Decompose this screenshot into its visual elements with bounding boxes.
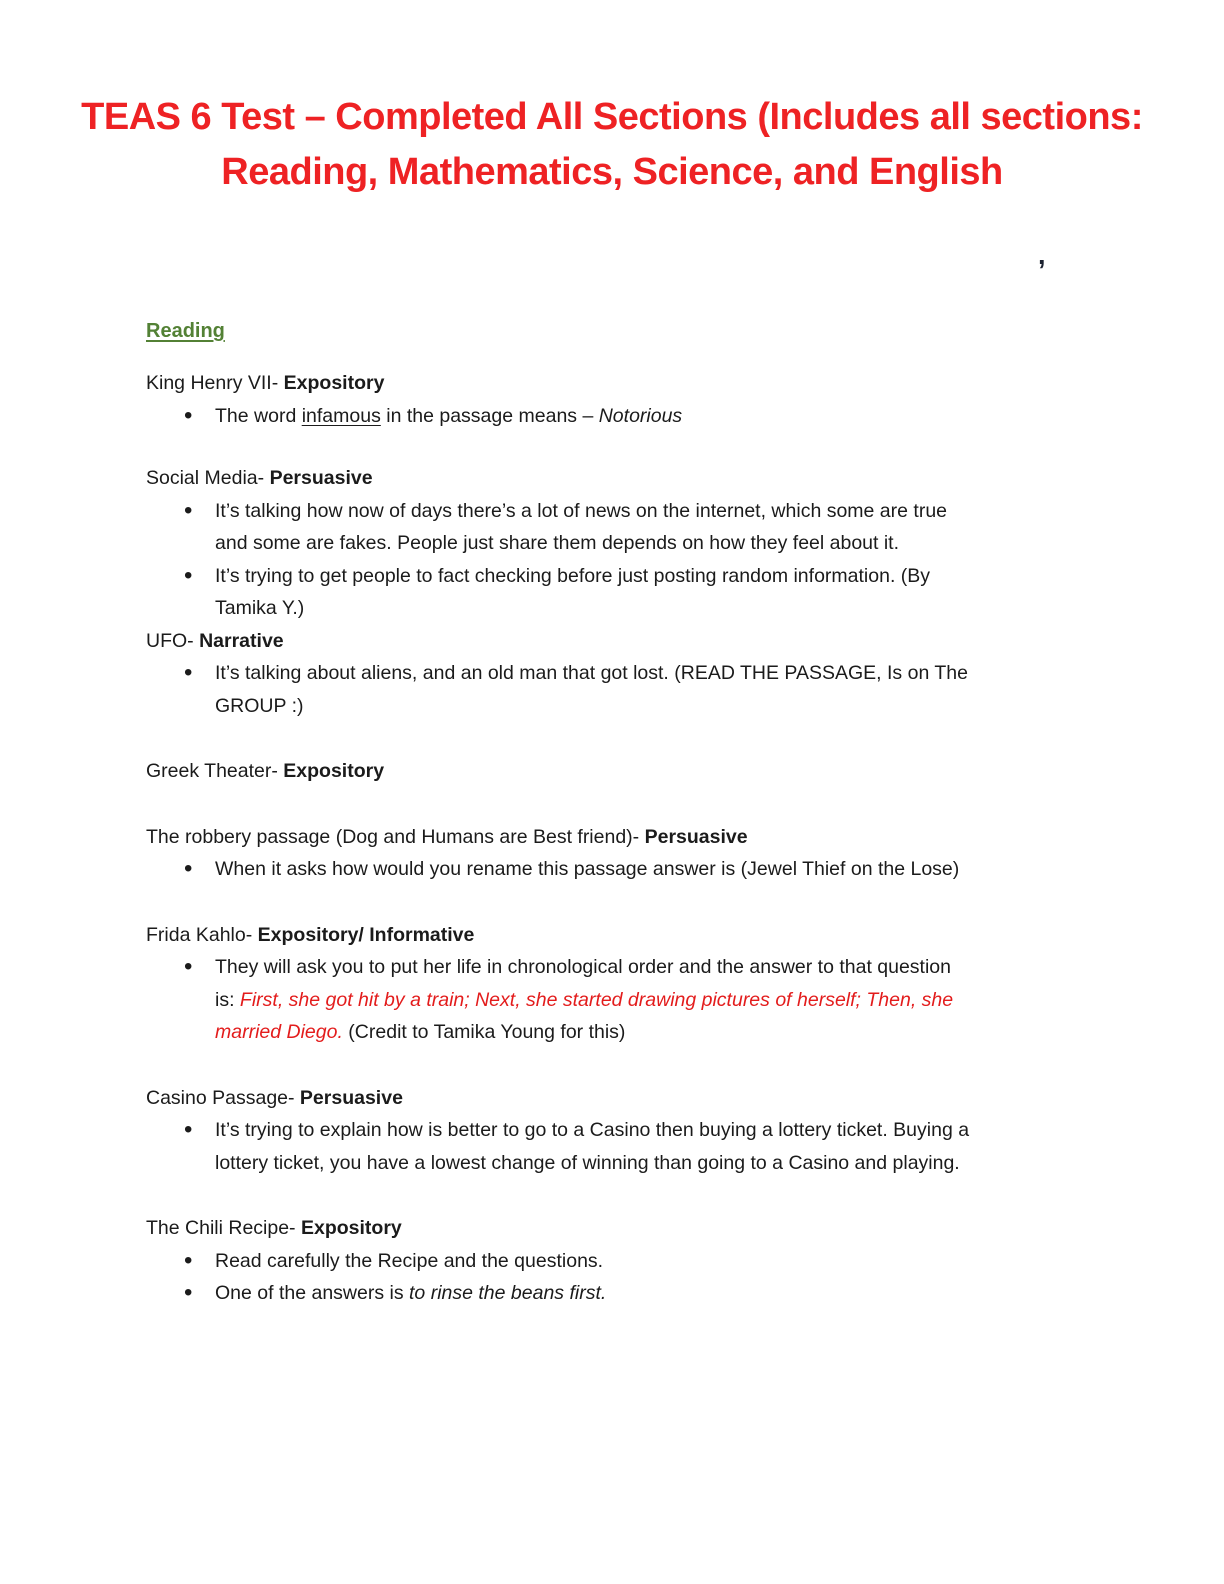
passage-title-ufo xyxy=(146,625,1114,658)
text-segment: It’s trying to explain how is better to go to a Casino then buying a lottery ticket. Buying a xyxy=(215,1119,970,1141)
passage-title-social-media xyxy=(146,462,1114,495)
section-ufo xyxy=(146,625,1114,723)
text-segment: It’s talking how now of days there’s a lot of news on the internet, which some are true xyxy=(215,499,948,522)
passage-title-robbery xyxy=(146,821,1114,854)
answer-text: to rinse the beans first. xyxy=(409,1282,607,1304)
text-segment: When it asks how would you rename this passage answer is (Jewel Thief on the Lose) xyxy=(215,858,960,880)
bullet-item xyxy=(146,951,1114,1049)
text-segment: It’s talking about aliens, and an old man that got lost. (READ THE PASSAGE, Is on The xyxy=(215,662,968,684)
passage-type: Expository xyxy=(283,372,385,394)
bullet-item xyxy=(146,1245,1114,1278)
passage-name: Casino Passage- xyxy=(146,1086,300,1109)
passage-title-chili-recipe xyxy=(146,1212,1114,1245)
underlined-word: infamous xyxy=(301,404,381,427)
bullet-list xyxy=(146,1245,1114,1310)
bullet-list xyxy=(146,853,1114,886)
passage-title-casino xyxy=(146,1082,1114,1115)
passage-type: Narrative xyxy=(199,629,284,652)
passage-type: Persuasive xyxy=(299,1086,403,1109)
bullet-list xyxy=(146,657,1114,722)
section-casino-passage xyxy=(146,1082,1114,1180)
passage-name: Frida Kahlo- xyxy=(146,923,258,946)
bullet-item xyxy=(146,853,1114,886)
bullet-list xyxy=(146,400,1114,433)
bullet-list xyxy=(146,1114,1114,1179)
passage-type: Persuasive xyxy=(644,825,748,848)
text-segment: Read carefully the Recipe and the questions. xyxy=(215,1249,604,1272)
section-social-media xyxy=(146,462,1114,625)
passage-type: Expository xyxy=(283,760,385,782)
section-chili-recipe xyxy=(146,1212,1114,1310)
passage-type: Expository/ Informative xyxy=(257,923,475,946)
document-title: TEAS 6 Test – Completed All Sections (Includes all sections: Reading, Mathematics, Science, and English xyxy=(81,96,1143,193)
document-body xyxy=(146,315,1114,1310)
text-segment: (Credit to Tamika Young for this) xyxy=(342,1021,626,1043)
passage-name: The robbery passage (Dog and Humans are Best friend)- xyxy=(146,825,645,848)
bullet-item xyxy=(146,1277,1114,1310)
answer-text-red: First, she got hit by a train; Next, she started drawing pictures of herself; Then, she xyxy=(239,988,954,1011)
bullet-item xyxy=(146,400,1114,433)
passage-title-greek-theater xyxy=(146,755,1114,788)
stray-comma: , xyxy=(1038,240,1046,270)
text-segment: in the passage means – xyxy=(380,404,599,427)
passage-type: Persuasive xyxy=(269,467,373,489)
section-greek-theater xyxy=(146,755,1114,788)
text-segment: They will ask you to put her life in chronological order and the answer to that question xyxy=(215,956,952,978)
text-segment: One of the answers is xyxy=(215,1282,410,1304)
passage-name: The Chili Recipe- xyxy=(146,1217,301,1239)
text-segment: and some are fakes. People just share them depends on how they feel about it. xyxy=(215,532,900,554)
section-heading-reading: Reading xyxy=(146,320,225,342)
passage-name: Greek Theater- xyxy=(146,760,284,782)
passage-title-king-henry xyxy=(146,367,1114,400)
text-segment: The word xyxy=(215,404,302,427)
text-segment: Tamika Y.) xyxy=(215,597,305,619)
section-king-henry xyxy=(146,367,1114,432)
answer-text: Notorious xyxy=(598,404,683,427)
bullet-list xyxy=(146,951,1114,1049)
section-robbery-passage xyxy=(146,821,1114,886)
passage-name: UFO- xyxy=(146,629,200,652)
text-segment: lottery ticket, you have a lowest change of winning than going to a Casino and playing. xyxy=(215,1151,960,1174)
passage-name: King Henry VII- xyxy=(146,372,284,394)
passage-name: Social Media- xyxy=(146,467,270,489)
bullet-item xyxy=(146,495,1114,560)
text-segment: It’s trying to get people to fact checking before just posting random information. (By xyxy=(215,564,931,587)
answer-text-red: married Diego. xyxy=(215,1021,343,1043)
text-segment: GROUP :) xyxy=(215,694,304,717)
text-segment: is: xyxy=(215,988,240,1011)
bullet-item xyxy=(146,1114,1114,1179)
passage-title-frida-kahlo xyxy=(146,919,1114,952)
passage-type: Expository xyxy=(300,1217,402,1239)
bullet-list xyxy=(146,495,1114,625)
bullet-item xyxy=(146,657,1114,722)
section-frida-kahlo xyxy=(146,919,1114,1049)
bullet-item xyxy=(146,560,1114,625)
